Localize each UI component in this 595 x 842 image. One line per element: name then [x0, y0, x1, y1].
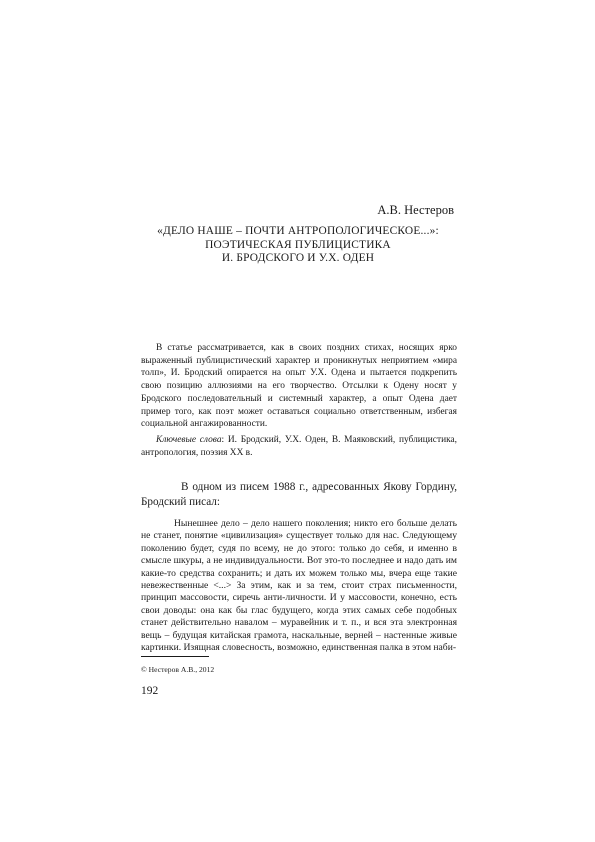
keywords-text: : И. Бродский, У.Х. Оден, В. Маяковский, публицистика, антропология, поэзия XX в. — [141, 435, 458, 458]
title-line-1: «ДЕЛО НАШЕ – ПОЧТИ АНТРОПОЛОГИЧЕСКОЕ...»: — [157, 225, 439, 237]
title-line-3: И. БРОДСКОГО И У.Х. ОДЕН — [221, 252, 375, 264]
abstract: В статье рассматривается, как в своих поздних стихах, носящих ярко выраженный публицистический характер и проникнутых неприятием «мира толп», И. Бродский опирается на опыт У.Х. Одена и пытается подкрепить свою позицию аллюзиями на его творчество. Отсылки к Одену носят у Бродского последовательный и системный характер, а опыт Одена дает пример того, как поэт может оставаться социально ответственным, избегая социальной ангажированности. — [141, 343, 457, 430]
keywords-label: Ключевые слова — [156, 435, 222, 445]
keywords — [141, 434, 457, 459]
author-name: А.В. Нестеров — [377, 203, 454, 217]
copyright-footnote: © Нестеров А.В., 2012 — [141, 665, 215, 674]
block-quote: Нынешнее дело – дело нашего поколения; никто его больше делать не станет, понятие «цивилизация» существует только для нас. Следующему поколению будет, судя по всему, не до этого: только до себя, и именно в смысле шкуры, а не индивидуальности. Вот это-то последнее и надо дать им какие-то средства сохранить; и дать их можем только мы, вчера еще такие невежественные <...> За этим, как и за тем, стоит страх письменности, принцип массовости, сиречь анти-личности. И у массовости, конечно, есть свои доводы: она как бы глас будущего, когда этих самых себе подобных станет действительно навалом – муравейник и т. п., и вся эта электронная вещь – будущая китайская грамота, наскальные, верней – настенные живые картинки. Изящная словесность, возможно, единственная палка в этом наби- — [141, 518, 457, 654]
title-line-2: ПОЭТИЧЕСКАЯ ПУБЛИЦИСТИКА — [205, 238, 391, 251]
body-paragraph: В одном из писем 1988 г., адресованных Якову Гордину, Бродский писал: — [141, 481, 457, 508]
page-number: 192 — [141, 685, 159, 697]
article-title — [140, 225, 456, 266]
footnote-rule — [141, 656, 209, 657]
